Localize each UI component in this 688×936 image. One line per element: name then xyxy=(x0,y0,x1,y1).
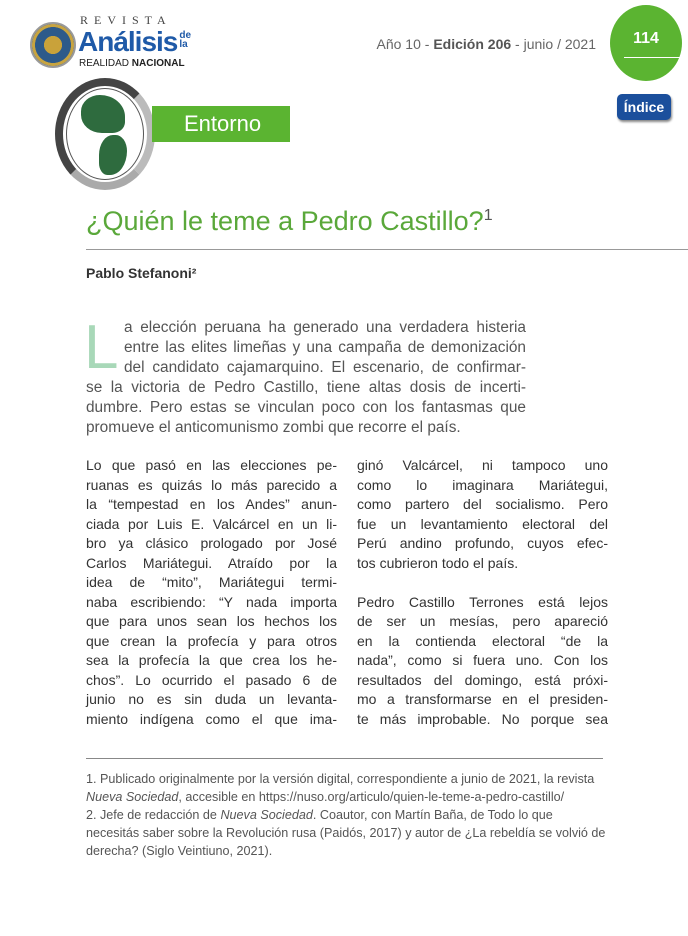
text-line: promueve el anticomunismo zombi que recorre el país. xyxy=(86,419,461,436)
text-line: te más improbable. No porque sea xyxy=(357,710,608,727)
text-line: junio no es sin duda un levanta- xyxy=(86,691,337,707)
text-line: a elección peruana ha generado una verdadera histeria xyxy=(124,319,526,336)
text-line: en la contienda electoral “de la xyxy=(357,632,608,649)
footnote-2: 2. Jefe de redacción de Nueva Sociedad. Coautor, con Martín Baña, de Todo lo que necesitás saber sobre la Revolución rusa (Paidós, 2017) y autor de ¿La rebeldía se volvió de derecha? (Siglo Veintiuno, 2021). xyxy=(86,808,606,858)
text-line: ginó Valcárcel, ni tampoco uno xyxy=(357,457,608,473)
text-line: ciada por Luis E. Valcárcel en un li- xyxy=(86,515,337,532)
text-line: naba escribiendo: “Y nada importa xyxy=(86,593,337,610)
author: Pablo Stefanoni² xyxy=(86,265,197,281)
text-line: que crean la profecía y para otros xyxy=(86,632,337,649)
body-column-right xyxy=(357,456,608,729)
logo-revista: REVISTA xyxy=(80,13,172,27)
text-line: resultados del domingo, está próxi- xyxy=(357,671,608,688)
divider xyxy=(624,57,682,58)
text-line: como partero del socialismo. Pero xyxy=(357,496,608,512)
text-line: la “tempestad en los Andes” anun- xyxy=(86,496,337,512)
text-line: de ser un mesías, pero apareció xyxy=(357,613,608,629)
text-line: Carlos Mariátegui. Atraído por la xyxy=(86,554,337,571)
logo-de-la: de la xyxy=(179,30,192,50)
text-line: entre las elites limeñas y una campaña de demonización xyxy=(124,339,526,356)
issue-info: Año 10 - Edición 206 - junio / 2021 xyxy=(376,36,596,52)
globe-icon xyxy=(66,88,144,180)
text-line: como lo imaginara Mariátegui, xyxy=(357,476,608,493)
footnote-divider xyxy=(86,758,603,759)
footnote-1: 1. Publicado originalmente por la versión digital, correspondiente a junio de 2021, la revista Nueva Sociedad, accesible en https://nuso.org/articulo/quien-le-teme-a-pedro-castillo/ xyxy=(86,772,595,804)
footnotes xyxy=(86,770,606,860)
text-line: Pedro Castillo Terrones está lejos xyxy=(357,593,608,610)
logo-title xyxy=(78,27,193,57)
text-line: se la victoria de Pedro Castillo, tiene altas dosis de incerti- xyxy=(86,379,526,396)
text-line: tos cubrieron todo el país. xyxy=(357,554,519,571)
lead-paragraph xyxy=(84,313,526,438)
text-line: del candidato cajamarquino. El escenario, de confirmar- xyxy=(124,359,526,376)
text-line: Perú andino profundo, cuyos efec- xyxy=(357,535,608,551)
text-line: dumbre. Pero estas se vinculan poco con los fantasmas que xyxy=(86,399,526,416)
text-line: fue un levantamiento electoral del xyxy=(357,515,608,532)
logo-realidad-nacional: REALIDAD NACIONAL xyxy=(79,58,185,69)
logo-analisis: Análisis xyxy=(78,26,178,57)
text-line: miento indígena como el que ima- xyxy=(86,710,337,727)
text-line: ruanas es quizás lo más parecido a xyxy=(86,476,337,493)
text-line: chos”. Lo ocurrido el pasado 6 de xyxy=(86,671,337,688)
text-line: que para unos sean los hechos los xyxy=(86,613,337,629)
logo-seal-icon xyxy=(30,22,76,68)
body-column-left xyxy=(86,456,337,729)
article-title: ¿Quién le teme a Pedro Castillo?$^1$ xyxy=(86,206,493,236)
text-line: bro ya clásico prologado por José xyxy=(86,535,337,551)
paragraph-gap xyxy=(357,573,608,593)
page-number: 114 xyxy=(633,30,659,47)
text-line: mo a transformarse en el presiden- xyxy=(357,691,608,707)
drop-cap: L xyxy=(84,313,119,382)
section-label: Entorno xyxy=(152,106,290,142)
text-line: idea de “mito”, Mariátegui termi- xyxy=(86,574,337,590)
text-line: sea la profecía la que crea los he- xyxy=(86,652,337,668)
text-line: Lo que pasó en las elecciones pe- xyxy=(86,457,337,473)
divider xyxy=(86,249,688,250)
text-line: nada”, como si fuera uno. Con los xyxy=(357,652,608,668)
index-button[interactable]: Índice xyxy=(617,94,671,120)
